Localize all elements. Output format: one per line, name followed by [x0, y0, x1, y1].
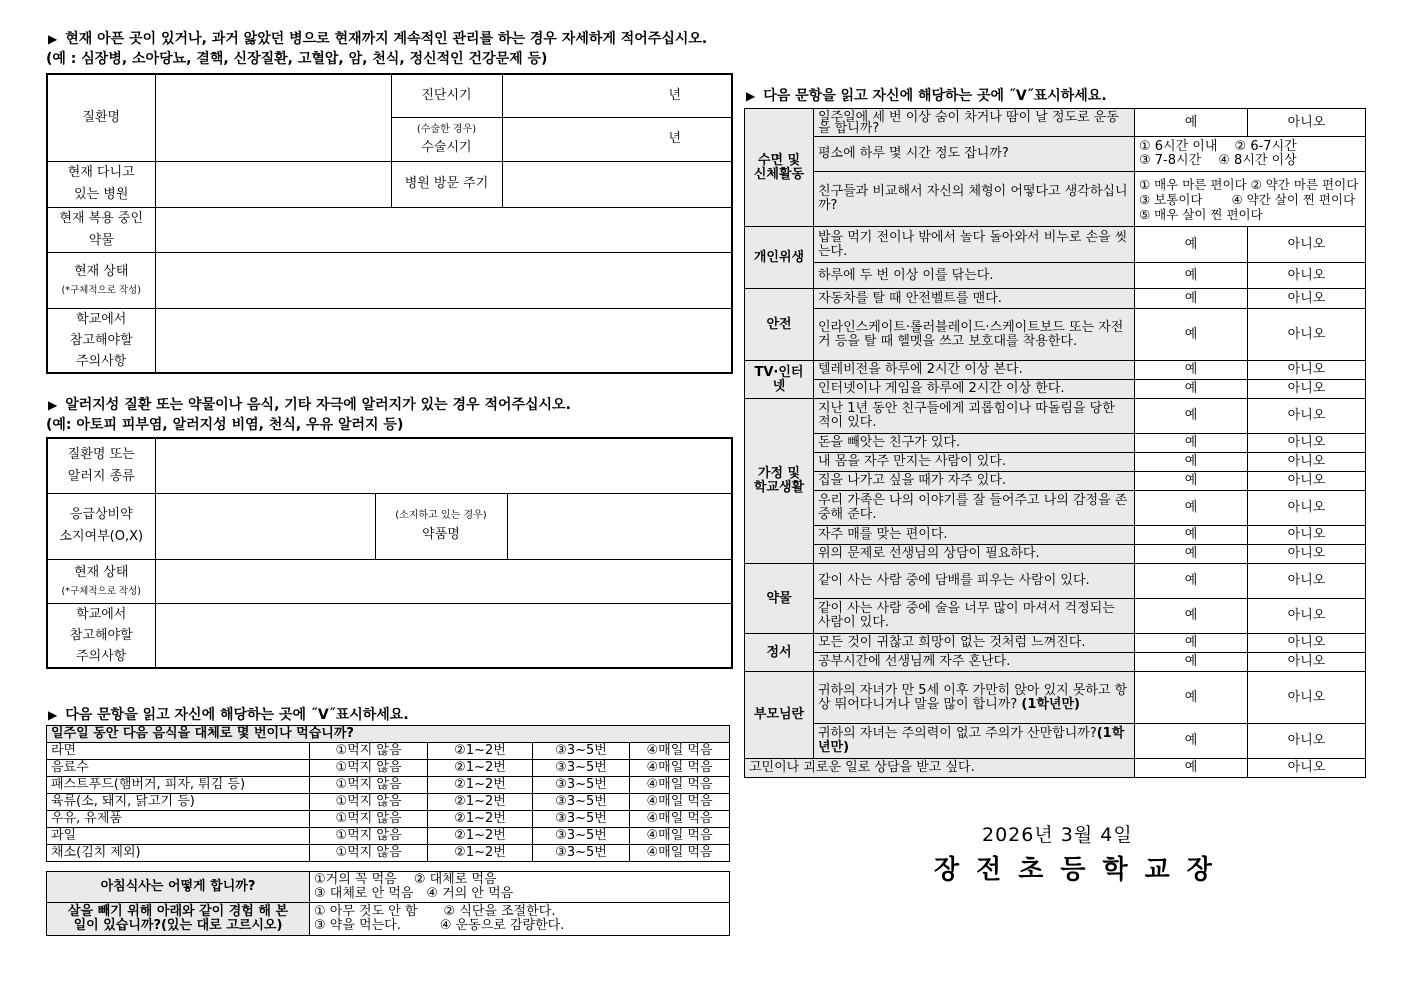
allergy-status-label: 현재 상태 (*구체적으로 작성)	[47, 559, 155, 603]
option-2[interactable]: ②1~2번	[428, 811, 533, 828]
no-option[interactable]: 아니오	[1248, 653, 1366, 672]
food-label: 육류(소, 돼지, 닭고기 등)	[47, 794, 310, 811]
no-option[interactable]: 아니오	[1248, 453, 1366, 472]
question-exercise: 일주일에 세 번 이상 숨이 차거나 땀이 날 정도로 운동을 합니까?	[814, 109, 1135, 137]
yes-option[interactable]: 예	[1135, 227, 1248, 263]
breakfast-answers[interactable]: ①거의 꼭 먹음 ② 대체로 먹음 ③ 대체로 안 먹음 ④ 거의 안 먹음	[310, 872, 730, 903]
notes-input[interactable]	[155, 308, 732, 373]
food-label: 패스트푸드(햄버거, 피자, 튀김 등)	[47, 777, 310, 794]
visit-label: 병원 방문 주기	[391, 161, 502, 207]
breakfast-diet-table	[46, 871, 730, 936]
option-4[interactable]: ④매일 먹음	[630, 845, 730, 862]
option-4[interactable]: ④매일 먹음	[630, 794, 730, 811]
food-label: 과일	[47, 828, 310, 845]
no-option[interactable]: 아니오	[1248, 380, 1366, 399]
no-option[interactable]: 아니오	[1248, 289, 1366, 309]
diag-input[interactable]: 년	[502, 74, 732, 117]
option-3[interactable]: ③3~5번	[533, 845, 630, 862]
yes-option[interactable]: 예	[1135, 526, 1248, 545]
option-1[interactable]: ①먹지 않음	[310, 828, 428, 845]
option-1[interactable]: ①먹지 않음	[310, 811, 428, 828]
diet-question: 살을 빼기 위해 아래와 같이 경험 해 본 일이 있습니까?(있는 대로 고르시오)	[47, 903, 310, 936]
food-label: 채소(김치 제외)	[47, 845, 310, 862]
question-tv: 텔레비전을 하루에 2시간 이상 본다.	[814, 361, 1135, 380]
question-consult: 고민이나 괴로운 일로 상담을 받고 싶다.	[745, 759, 1135, 778]
question-touch: 내 몸을 자주 만지는 사람이 있다.	[814, 453, 1135, 472]
option-1[interactable]: ①먹지 않음	[310, 845, 428, 862]
triangle-bullet-icon: ▶	[746, 89, 756, 103]
food-label: 우유, 유제품	[47, 811, 310, 828]
no-option[interactable]: 아니오	[1248, 545, 1366, 564]
yes-option[interactable]: 예	[1135, 399, 1248, 434]
no-option[interactable]: 아니오	[1248, 491, 1366, 526]
no-option[interactable]: 아니오	[1248, 361, 1366, 380]
allergy-type-label: 질환명 또는 알러지 종류	[47, 438, 155, 493]
no-option[interactable]: 아니오	[1248, 526, 1366, 545]
emergency-med-input[interactable]	[155, 493, 375, 559]
yes-option[interactable]: 예	[1135, 361, 1248, 380]
triangle-bullet-icon: ▶	[48, 708, 58, 722]
school-principal: 장전초등학교장	[934, 855, 1229, 885]
breakfast-question: 아침식사는 어떻게 합니까?	[47, 872, 310, 903]
yes-option[interactable]: 예	[1135, 653, 1248, 672]
yes-option[interactable]: 예	[1135, 434, 1248, 453]
no-option[interactable]: 아니오	[1248, 599, 1366, 634]
category-substance: 약물	[745, 564, 814, 634]
question-internet: 인터넷이나 게임을 하루에 2시간 이상 한다.	[814, 380, 1135, 399]
food-label: 음료수	[47, 760, 310, 777]
no-option[interactable]: 아니오	[1248, 399, 1366, 434]
disease-label: 질환명	[47, 74, 155, 161]
category-sleep: 수면 및 신체활동	[745, 109, 814, 227]
option-3[interactable]: ③3~5번	[533, 811, 630, 828]
right-title: ▶ 다음 문항을 읽고 자신에 해당하는 곳에 ˝V˝표시하세요.	[746, 88, 1107, 104]
question-teeth: 하루에 두 번 이상 이를 닦는다.	[814, 263, 1135, 289]
section2-title: ▶ 알러지성 질환 또는 약물이나 음식, 기타 자극에 알러지가 있는 경우 적어주십시오.	[48, 397, 571, 413]
option-4[interactable]: ④매일 먹음	[630, 743, 730, 760]
sleep-options[interactable]: ① 6시간 이내 ② 6-7시간 ③ 7-8시간 ④ 8시간 이상	[1135, 137, 1366, 172]
no-option[interactable]: 아니오	[1248, 227, 1366, 263]
triangle-bullet-icon: ▶	[48, 398, 58, 412]
no-option[interactable]: 아니오	[1248, 724, 1366, 759]
option-4[interactable]: ④매일 먹음	[630, 760, 730, 777]
no-option[interactable]: 아니오	[1248, 472, 1366, 491]
yes-option[interactable]: 예	[1135, 491, 1248, 526]
option-2[interactable]: ②1~2번	[428, 760, 533, 777]
question-counsel: 위의 문제로 선생님의 상담이 필요하다.	[814, 545, 1135, 564]
drug-name-label: (소지하고 있는 경우) 약품명	[375, 493, 507, 559]
no-option[interactable]: 아니오	[1248, 672, 1366, 724]
question-leave-home: 집을 나가고 싶을 때가 자주 있다.	[814, 472, 1135, 491]
question-hit: 자주 매를 맞는 편이다.	[814, 526, 1135, 545]
option-3[interactable]: ③3~5번	[533, 777, 630, 794]
no-option[interactable]: 아니오	[1248, 564, 1366, 599]
section1-example: (예 : 심장병, 소아당뇨, 결핵, 신장질환, 고혈압, 암, 천식, 정신적인 건강문제 등)	[46, 51, 548, 67]
triangle-bullet-icon: ▶	[48, 32, 58, 46]
section2-example: (예: 아토피 피부염, 알러지성 비염, 천식, 우유 알러지 등)	[46, 417, 404, 433]
no-option[interactable]: 아니오	[1248, 309, 1366, 361]
medicine-input[interactable]	[155, 207, 732, 252]
category-home-school: 가정 및 학교생활	[745, 399, 814, 564]
question-smoking: 같이 사는 사람 중에 담배를 피우는 사람이 있다.	[814, 564, 1135, 599]
allergy-status-input[interactable]	[155, 559, 732, 603]
drug-name-input[interactable]	[507, 493, 732, 559]
question-hopeless: 모든 것이 귀찮고 희망이 없는 것처럼 느껴진다.	[814, 634, 1135, 653]
yes-option[interactable]: 예	[1135, 380, 1248, 399]
no-option[interactable]: 아니오	[1248, 434, 1366, 453]
option-3[interactable]: ③3~5번	[533, 828, 630, 845]
question-hyperactive: 귀하의 자녀가 만 5세 이후 가만히 앉아 있지 못하고 항상 뛰어다니거나 말을 많이 합니까? (1학년만)	[814, 672, 1135, 724]
option-4[interactable]: ④매일 먹음	[630, 811, 730, 828]
option-1[interactable]: ①먹지 않음	[310, 794, 428, 811]
option-3[interactable]: ③3~5번	[533, 760, 630, 777]
category-safety: 안전	[745, 289, 814, 361]
option-4[interactable]: ④매일 먹음	[630, 777, 730, 794]
section1-title: ▶ 현재 아픈 곳이 있거나, 과거 앓았던 병으로 현재까지 계속적인 관리를 하는 경우 자세하게 적어주십시오.	[48, 31, 708, 47]
yes-option[interactable]: 예	[1135, 724, 1248, 759]
allergy-type-input[interactable]	[155, 438, 732, 493]
yes-option[interactable]: 예	[1135, 599, 1248, 634]
category-tv: TV·인터 넷	[745, 361, 814, 399]
yes-option[interactable]: 예	[1135, 263, 1248, 289]
option-4[interactable]: ④매일 먹음	[630, 828, 730, 845]
chronic-disease-table	[46, 73, 733, 374]
surgery-input[interactable]: 년	[502, 117, 732, 161]
yes-option[interactable]: 예	[1135, 564, 1248, 599]
no-option[interactable]: 아니오	[1248, 263, 1366, 289]
hospital-label: 현재 다니고 있는 병원	[47, 161, 155, 207]
no-option[interactable]: 아니오	[1248, 759, 1366, 778]
question-sleep-hours: 평소에 하루 몇 시간 정도 잡니까?	[814, 137, 1135, 172]
yes-option[interactable]: 예	[1135, 472, 1248, 491]
question-family: 우리 가족은 나의 이야기를 잘 들어주고 나의 감정을 존중해 준다.	[814, 491, 1135, 526]
option-2[interactable]: ②1~2번	[428, 794, 533, 811]
status-input[interactable]	[155, 252, 732, 308]
question-money: 돈을 빼앗는 친구가 있다.	[814, 434, 1135, 453]
disease-input[interactable]	[155, 74, 391, 161]
status-label: 현재 상태 (*구체적으로 작성)	[47, 252, 155, 308]
issue-date: 2026년 3월 4일	[982, 824, 1133, 846]
body-options[interactable]: ① 매우 마른 편이다 ② 약간 마른 편이다 ③ 보통이다 ④ 약간 살이 찐 편이다 ⑤ 매우 살이 찐 편이다	[1135, 172, 1366, 227]
food-question: 일주일 동안 다음 음식을 대체로 몇 번이나 먹습니까?	[47, 726, 730, 743]
option-1[interactable]: ①먹지 않음	[310, 777, 428, 794]
question-bullying: 지난 1년 동안 친구들에게 괴롭힘이나 따돌림을 당한 적이 있다.	[814, 399, 1135, 434]
emergency-med-label: 응급상비약 소지여부(O,X)	[47, 493, 155, 559]
option-2[interactable]: ②1~2번	[428, 845, 533, 862]
no-option[interactable]: 아니오	[1248, 634, 1366, 653]
yes-option[interactable]: 예	[1135, 109, 1248, 137]
visit-input[interactable]	[502, 161, 732, 207]
yes-option[interactable]: 예	[1135, 453, 1248, 472]
question-body-type: 친구들과 비교해서 자신의 체형이 어떻다고 생각하십니까?	[814, 172, 1135, 227]
section3-title: ▶ 다음 문항을 읽고 자신에 해당하는 곳에 ˝V˝표시하세요.	[48, 707, 409, 723]
question-handwash: 밥을 먹기 전이나 밖에서 놀다 돌아와서 비누로 손을 씻는다.	[814, 227, 1135, 263]
category-emotion: 정서	[745, 634, 814, 672]
option-1[interactable]: ①먹지 않음	[310, 760, 428, 777]
category-hygiene: 개인위생	[745, 227, 814, 289]
option-1[interactable]: ①먹지 않음	[310, 743, 428, 760]
lifestyle-checklist-table	[744, 108, 1366, 778]
option-2[interactable]: ②1~2번	[428, 777, 533, 794]
question-attention: 귀하의 자녀는 주의력이 없고 주의가 산만합니까?(1학년만)	[814, 724, 1135, 759]
category-parent: 부모님란	[745, 672, 814, 759]
diet-answers[interactable]: ① 아무 것도 안 함 ② 식단을 조절한다. ③ 약을 먹는다. ④ 운동으로 감량한다.	[310, 903, 730, 936]
yes-option[interactable]: 예	[1135, 545, 1248, 564]
diag-label: 진단시기	[391, 74, 502, 117]
surgery-label-cell: (수술한 경우) 수술시기	[391, 117, 502, 161]
allergy-table	[46, 437, 733, 669]
option-2[interactable]: ②1~2번	[428, 828, 533, 845]
medicine-label: 현재 복용 중인 약물	[47, 207, 155, 252]
yes-option[interactable]: 예	[1135, 309, 1248, 361]
allergy-notes-input[interactable]	[155, 603, 732, 668]
question-scolded: 공부시간에 선생님께 자주 혼난다.	[814, 653, 1135, 672]
question-seatbelt: 자동차를 탈 때 안전벨트를 맨다.	[814, 289, 1135, 309]
notes-label: 학교에서 참고해야할 주의사항	[47, 308, 155, 373]
option-3[interactable]: ③3~5번	[533, 743, 630, 760]
no-option[interactable]: 아니오	[1248, 109, 1366, 137]
allergy-notes-label: 학교에서 참고해야할 주의사항	[47, 603, 155, 668]
hospital-input[interactable]	[155, 161, 391, 207]
food-frequency-table	[46, 725, 730, 862]
yes-option[interactable]: 예	[1135, 672, 1248, 724]
option-3[interactable]: ③3~5번	[533, 794, 630, 811]
question-drinking: 같이 사는 사람 중에 술을 너무 많이 마셔서 걱정되는 사람이 있다.	[814, 599, 1135, 634]
yes-option[interactable]: 예	[1135, 634, 1248, 653]
yes-option[interactable]: 예	[1135, 289, 1248, 309]
question-helmet: 인라인스케이트·롤러블레이드·스케이트보드 또는 자전거 등을 탈 때 헬멧을 쓰고 보호대를 착용한다.	[814, 309, 1135, 361]
yes-option[interactable]: 예	[1135, 759, 1248, 778]
option-2[interactable]: ②1~2번	[428, 743, 533, 760]
food-label: 라면	[47, 743, 310, 760]
